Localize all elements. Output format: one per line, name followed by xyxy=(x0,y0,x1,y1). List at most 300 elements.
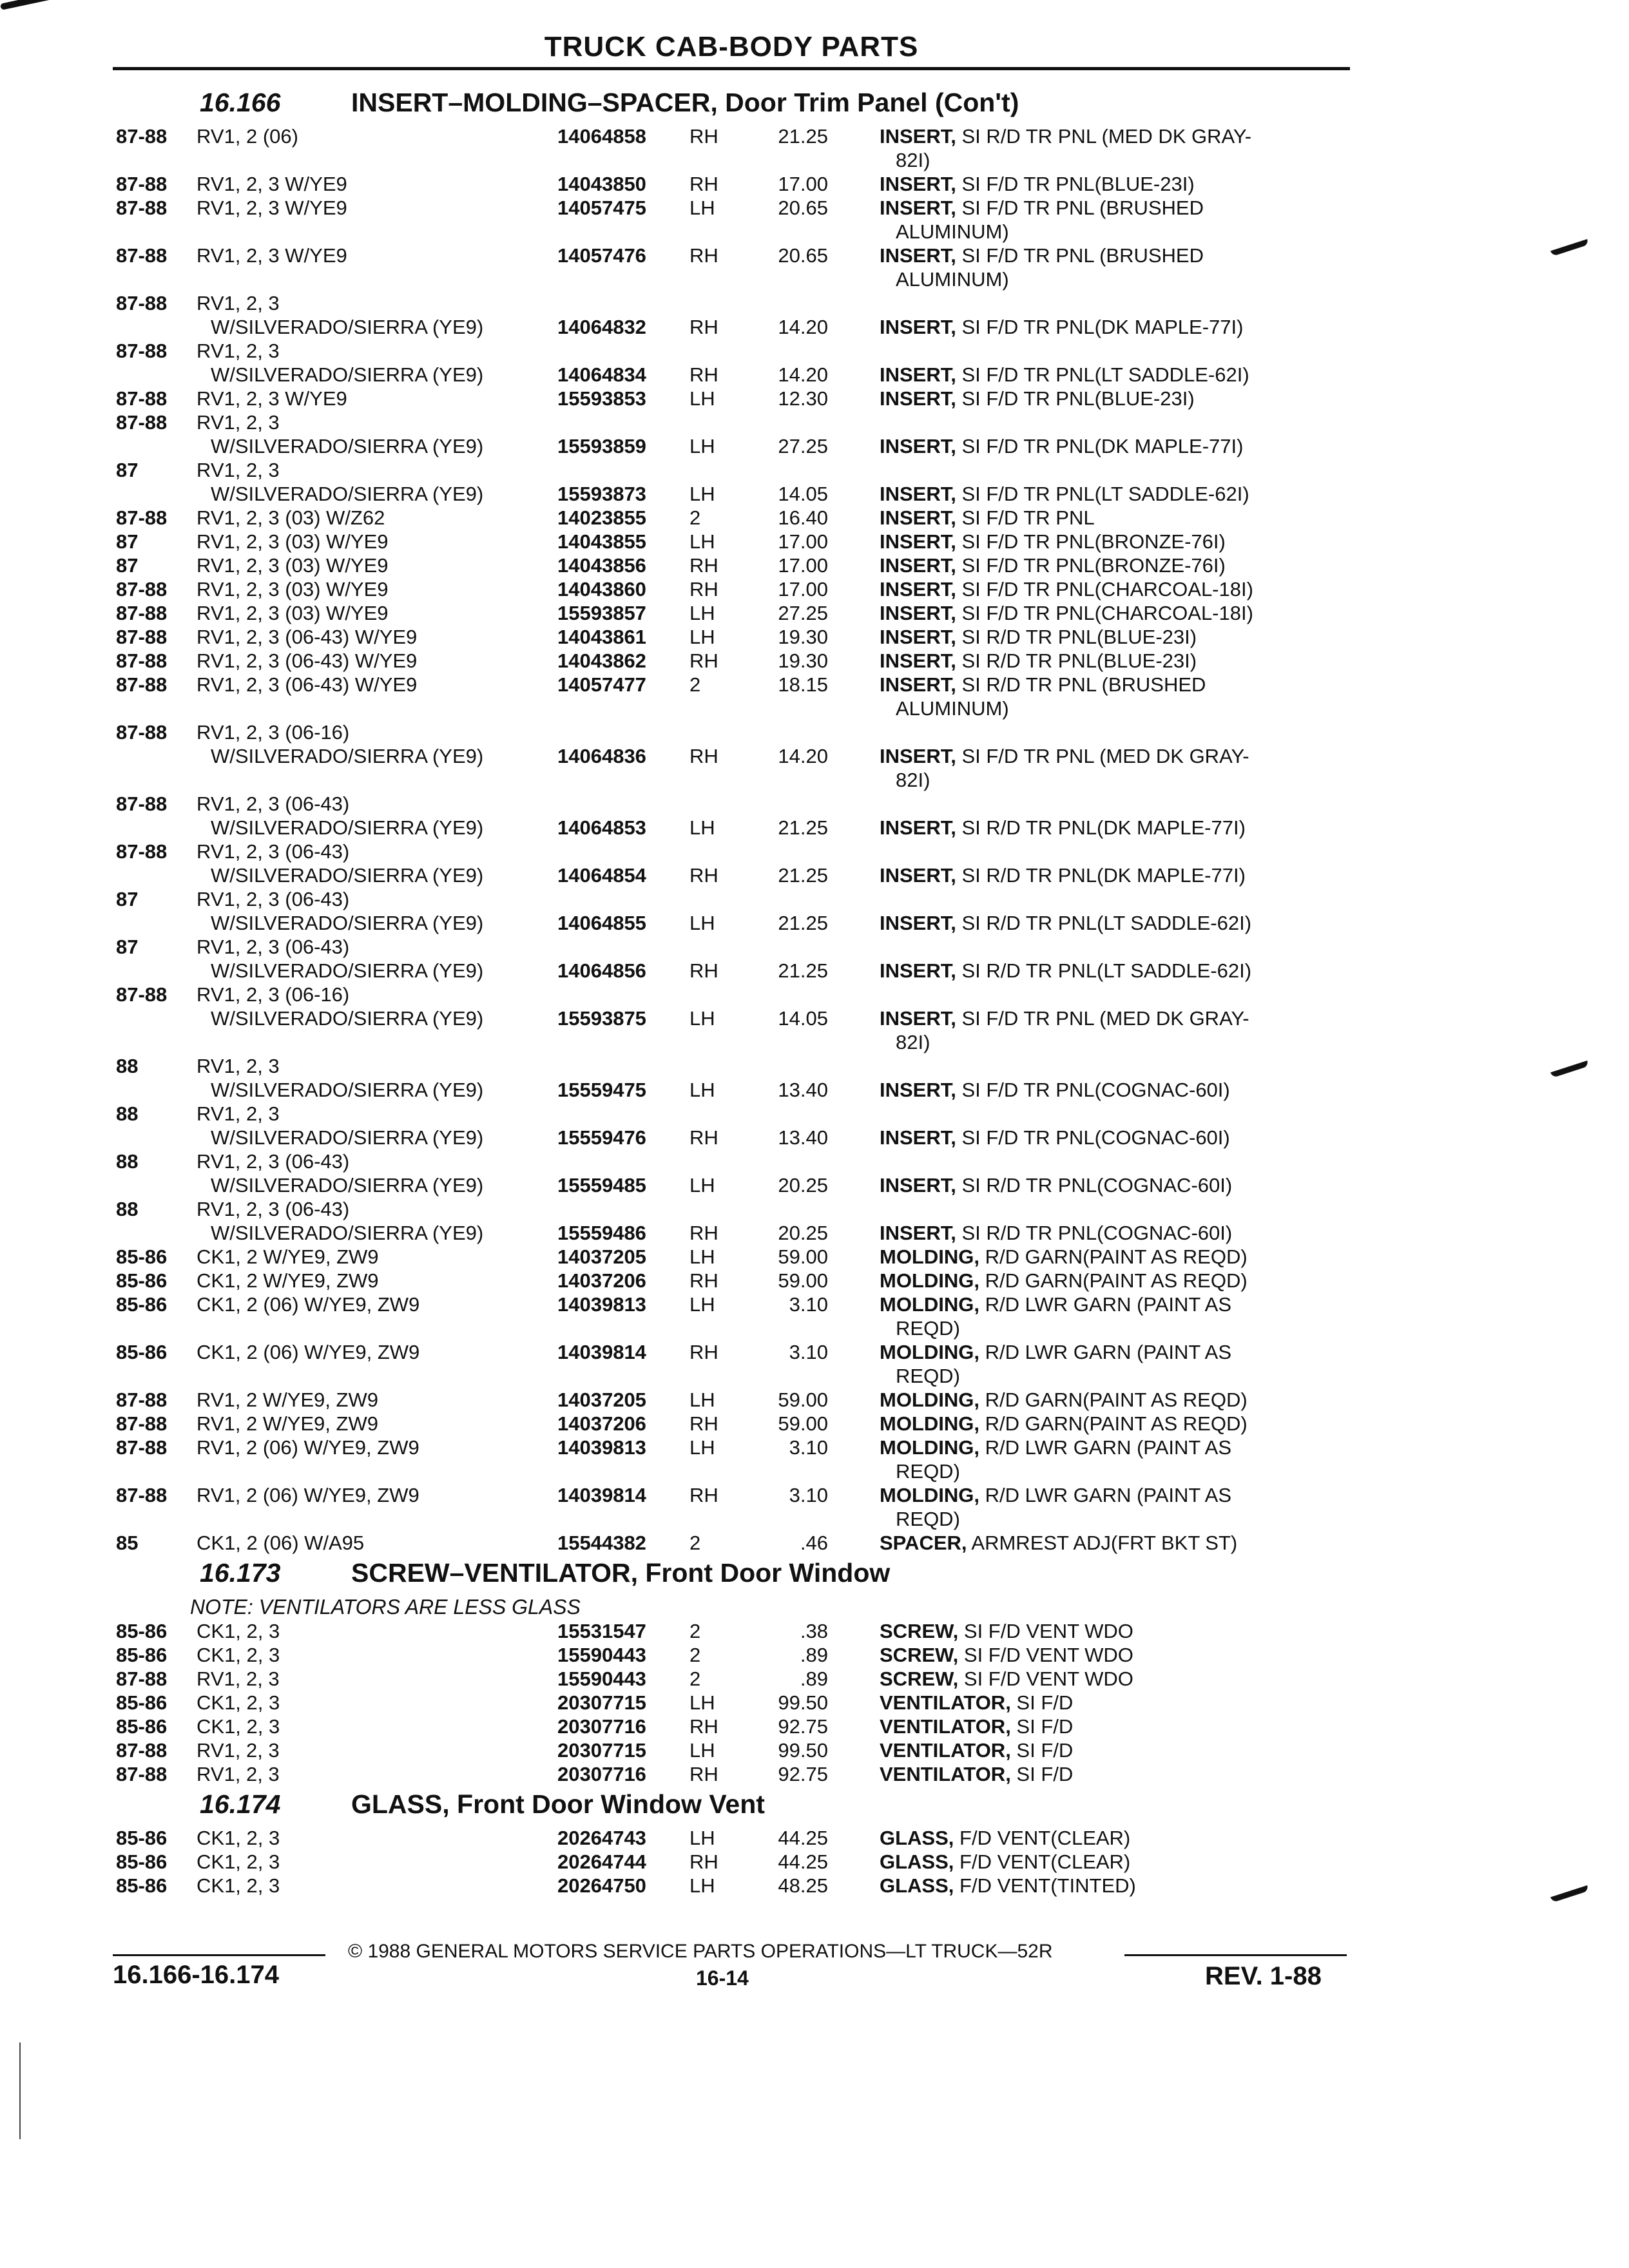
price: 21.25 xyxy=(778,816,828,839)
price: .46 xyxy=(800,1532,828,1554)
quantity: RH xyxy=(689,745,718,767)
model-year: 85 xyxy=(116,1532,139,1554)
price: 21.25 xyxy=(778,959,828,982)
description-text: SI F/D TR PNL xyxy=(956,506,1095,529)
copyright-notice: © 1988 GENERAL MOTORS SERVICE PARTS OPERATIONS—LT TRUCK—52R xyxy=(348,1941,1053,1962)
description xyxy=(880,816,1246,840)
price: 21.25 xyxy=(778,125,828,148)
description-keyword: INSERT, xyxy=(880,912,956,934)
price: 59.00 xyxy=(778,1412,828,1435)
description-text-2: ALUMINUM) xyxy=(896,220,1009,243)
description-keyword: INSERT, xyxy=(880,1007,956,1030)
part-row-line xyxy=(113,124,1350,148)
section-title: INSERT–MOLDING–SPACER, Door Trim Panel (Con't) xyxy=(351,88,1019,117)
description-keyword: MOLDING, xyxy=(880,1293,979,1316)
price: 3.10 xyxy=(789,1341,828,1363)
part-number: 14039813 xyxy=(557,1293,646,1316)
model-code: RV1, 2, 3 xyxy=(197,1667,280,1690)
quantity: RH xyxy=(689,649,718,672)
price: 14.05 xyxy=(778,1007,828,1030)
model-code: RV1, 2, 3 (06-43) xyxy=(197,793,350,815)
footer-rule xyxy=(113,1954,325,1956)
description-keyword: INSERT, xyxy=(880,363,956,386)
part-row xyxy=(113,1690,1350,1714)
model-code: RV1, 2, 3 (06-16) xyxy=(197,983,350,1006)
description-text: SI F/D TR PNL(CHARCOAL-18I) xyxy=(956,578,1253,601)
part-row xyxy=(113,291,1350,338)
part-number: 15544382 xyxy=(557,1532,646,1554)
part-row xyxy=(113,410,1350,457)
description-text: SI F/D TR PNL(COGNAC-60I) xyxy=(956,1079,1230,1101)
model-code: CK1, 2 W/YE9, ZW9 xyxy=(197,1245,379,1268)
model-code: CK1, 2, 3 xyxy=(197,1620,280,1642)
part-row-line xyxy=(113,696,1350,720)
part-row-line xyxy=(113,1387,1350,1411)
model-code: CK1, 2 W/YE9, ZW9 xyxy=(197,1269,379,1292)
description xyxy=(880,173,1195,196)
description-text: SI R/D TR PNL (BRUSHED xyxy=(956,673,1206,696)
description-continued xyxy=(896,1460,960,1483)
part-row-line xyxy=(113,338,1350,362)
description-text-2: ALUMINUM) xyxy=(896,268,1009,291)
description xyxy=(880,1222,1232,1245)
model-year: 88 xyxy=(116,1198,139,1220)
part-row-line xyxy=(113,1666,1350,1690)
description-text: SI F/D TR PNL (BRUSHED xyxy=(956,244,1204,267)
description xyxy=(880,626,1197,649)
model-code: RV1, 2, 3 xyxy=(197,1102,280,1125)
model-option: W/SILVERADO/SIERRA (YE9) xyxy=(211,959,484,982)
quantity: LH xyxy=(689,387,715,410)
description-continued xyxy=(896,268,1009,291)
part-row xyxy=(113,1435,1350,1483)
description-text: R/D LWR GARN (PAINT AS xyxy=(979,1293,1231,1316)
description-continued xyxy=(896,769,930,792)
quantity: RH xyxy=(689,363,718,386)
quantity: RH xyxy=(689,1484,718,1506)
part-row xyxy=(113,1387,1350,1411)
description xyxy=(880,1827,1130,1850)
description-text: F/D VENT(CLEAR) xyxy=(954,1827,1131,1849)
part-row-line xyxy=(113,720,1350,744)
description-keyword: GLASS, xyxy=(880,1827,954,1849)
model-year: 87 xyxy=(116,936,139,958)
section-note xyxy=(113,1594,1350,1619)
description-text: SI F/D TR PNL(BLUE-23I) xyxy=(956,173,1195,195)
description-text: R/D GARN(PAINT AS REQD) xyxy=(979,1412,1248,1435)
part-number: 15559486 xyxy=(557,1222,646,1244)
price: 59.00 xyxy=(778,1245,828,1268)
model-code: RV1, 2, 3 (03) W/YE9 xyxy=(197,602,389,624)
revision-label: REV. 1-88 xyxy=(1205,1962,1322,1990)
price: 17.00 xyxy=(778,578,828,601)
quantity: RH xyxy=(689,864,718,887)
price: 19.30 xyxy=(778,626,828,648)
model-year: 87-88 xyxy=(116,125,168,148)
description-text: SI R/D TR PNL (MED DK GRAY- xyxy=(956,125,1252,148)
part-row-line xyxy=(113,410,1350,434)
part-number: 15590443 xyxy=(557,1644,646,1666)
part-row xyxy=(113,839,1350,887)
part-row xyxy=(113,1483,1350,1530)
description-keyword: INSERT, xyxy=(880,673,956,696)
part-row xyxy=(113,1053,1350,1101)
part-row-line xyxy=(113,434,1350,457)
quantity: LH xyxy=(689,626,715,648)
model-option: W/SILVERADO/SIERRA (YE9) xyxy=(211,316,484,338)
price: 21.25 xyxy=(778,864,828,887)
quantity: RH xyxy=(689,1763,718,1785)
description xyxy=(880,673,1206,697)
part-row-line xyxy=(113,982,1350,1006)
description-text: SI F/D TR PNL (MED DK GRAY- xyxy=(956,1007,1249,1030)
description xyxy=(880,912,1251,935)
page-number: 16-14 xyxy=(696,1966,749,1990)
part-row-line xyxy=(113,1149,1350,1173)
model-year: 87-88 xyxy=(116,387,168,410)
part-row-line xyxy=(113,267,1350,291)
quantity: LH xyxy=(689,816,715,839)
model-code: RV1, 2, 3 W/YE9 xyxy=(197,244,347,267)
part-number: 20307715 xyxy=(557,1739,646,1762)
model-code: RV1, 2, 3 xyxy=(197,411,280,434)
description xyxy=(880,864,1246,887)
model-code: CK1, 2 (06) W/YE9, ZW9 xyxy=(197,1341,420,1363)
part-row-line xyxy=(113,958,1350,982)
part-number: 14043862 xyxy=(557,649,646,672)
part-number: 20264750 xyxy=(557,1874,646,1897)
part-row xyxy=(113,1619,1350,1642)
part-row-line xyxy=(113,529,1350,553)
part-number: 20307716 xyxy=(557,1715,646,1738)
description-text: SI F/D TR PNL(LT SADDLE-62I) xyxy=(956,483,1249,505)
part-row xyxy=(113,1762,1350,1785)
description xyxy=(880,1691,1073,1715)
part-row xyxy=(113,124,1350,171)
part-number: 14064836 xyxy=(557,745,646,767)
model-code: RV1, 2, 3 W/YE9 xyxy=(197,173,347,195)
part-row-line xyxy=(113,624,1350,648)
model-code: RV1, 2, 3 (06-43) xyxy=(197,936,350,958)
part-row-line xyxy=(113,1435,1350,1459)
description-continued xyxy=(896,697,1009,720)
model-code: RV1, 2 (06) xyxy=(197,125,298,148)
part-number: 15559476 xyxy=(557,1126,646,1149)
part-row xyxy=(113,1268,1350,1292)
part-row-line xyxy=(113,553,1350,577)
price: 44.25 xyxy=(778,1850,828,1873)
part-number: 15559485 xyxy=(557,1174,646,1196)
quantity: LH xyxy=(689,1389,715,1411)
description-text: F/D VENT(CLEAR) xyxy=(954,1850,1131,1873)
description-keyword: MOLDING, xyxy=(880,1484,979,1506)
model-year: 85-86 xyxy=(116,1691,168,1714)
part-row-line xyxy=(113,672,1350,696)
model-year: 87 xyxy=(116,888,139,910)
model-code: RV1, 2 (06) W/YE9, ZW9 xyxy=(197,1484,419,1506)
model-year: 87-88 xyxy=(116,602,168,624)
description-keyword: INSERT, xyxy=(880,125,956,148)
description-text: SI R/D TR PNL(DK MAPLE-77I) xyxy=(956,816,1246,839)
price: 17.00 xyxy=(778,173,828,195)
price: 13.40 xyxy=(778,1126,828,1149)
part-row-line xyxy=(113,1714,1350,1738)
model-year: 85-86 xyxy=(116,1293,168,1316)
model-option: W/SILVERADO/SIERRA (YE9) xyxy=(211,435,484,457)
description xyxy=(880,1269,1248,1293)
description-keyword: MOLDING, xyxy=(880,1436,979,1459)
description-text: R/D GARN(PAINT AS REQD) xyxy=(979,1245,1248,1268)
model-year: 87-88 xyxy=(116,1436,168,1459)
quantity: RH xyxy=(689,125,718,148)
model-code: RV1, 2, 3 (06-16) xyxy=(197,721,350,744)
description-text: F/D VENT(TINTED) xyxy=(954,1874,1136,1897)
description-keyword: INSERT, xyxy=(880,387,956,410)
quantity: 2 xyxy=(689,1644,701,1666)
part-number: 15593853 xyxy=(557,387,646,410)
model-code: RV1, 2, 3 (03) W/YE9 xyxy=(197,530,389,553)
part-row-line xyxy=(113,171,1350,195)
model-option: W/SILVERADO/SIERRA (YE9) xyxy=(211,1007,484,1030)
model-code: RV1, 2, 3 W/YE9 xyxy=(197,387,347,410)
part-row xyxy=(113,982,1350,1053)
section-title: SCREW–VENTILATOR, Front Door Window xyxy=(351,1558,891,1588)
description-text: SI F/D TR PNL(LT SADDLE-62I) xyxy=(956,363,1249,386)
description xyxy=(880,1667,1133,1691)
part-row-line xyxy=(113,1825,1350,1849)
description xyxy=(880,1850,1130,1874)
model-code: CK1, 2, 3 xyxy=(197,1715,280,1738)
model-option: W/SILVERADO/SIERRA (YE9) xyxy=(211,1079,484,1101)
description xyxy=(880,1739,1073,1762)
model-code: RV1, 2, 3 (06-43) W/YE9 xyxy=(197,626,418,648)
model-code: RV1, 2, 3 (06-43) xyxy=(197,1198,350,1220)
price: 20.65 xyxy=(778,244,828,267)
part-row xyxy=(113,1101,1350,1149)
model-year: 87-88 xyxy=(116,721,168,744)
part-row xyxy=(113,791,1350,839)
part-row-line xyxy=(113,1101,1350,1125)
description-keyword: SPACER, xyxy=(880,1532,967,1554)
part-row-line xyxy=(113,1220,1350,1244)
quantity: LH xyxy=(689,1691,715,1714)
price: 20.25 xyxy=(778,1174,828,1196)
part-row xyxy=(113,195,1350,243)
part-number: 15531547 xyxy=(557,1620,646,1642)
part-row-line xyxy=(113,1873,1350,1897)
quantity: 2 xyxy=(689,1532,701,1554)
part-row xyxy=(113,1849,1350,1873)
description-text: SI F/D TR PNL (BRUSHED xyxy=(956,197,1204,219)
price: 59.00 xyxy=(778,1389,828,1411)
description-keyword: INSERT, xyxy=(880,959,956,982)
quantity: RH xyxy=(689,316,718,338)
scan-mark xyxy=(0,0,71,10)
quantity: RH xyxy=(689,1412,718,1435)
section-title: GLASS, Front Door Window Vent xyxy=(351,1789,765,1819)
part-row xyxy=(113,1292,1350,1340)
model-year: 87-88 xyxy=(116,840,168,863)
part-row-line xyxy=(113,195,1350,219)
description-keyword: MOLDING, xyxy=(880,1245,979,1268)
description xyxy=(880,1436,1231,1459)
description xyxy=(880,1126,1230,1149)
model-year: 87-88 xyxy=(116,411,168,434)
part-row-line xyxy=(113,577,1350,601)
description-text: SI F/D TR PNL(DK MAPLE-77I) xyxy=(956,316,1244,338)
price: 59.00 xyxy=(778,1269,828,1292)
description-keyword: INSERT, xyxy=(880,864,956,887)
part-number: 15590443 xyxy=(557,1667,646,1690)
model-year: 87-88 xyxy=(116,1763,168,1785)
part-row xyxy=(113,1738,1350,1762)
model-option: W/SILVERADO/SIERRA (YE9) xyxy=(211,912,484,934)
description-keyword: INSERT, xyxy=(880,506,956,529)
model-code: RV1, 2 W/YE9, ZW9 xyxy=(197,1389,378,1411)
model-code: CK1, 2, 3 xyxy=(197,1850,280,1873)
title-rule xyxy=(113,67,1350,70)
part-row-line xyxy=(113,887,1350,910)
part-number: 15593857 xyxy=(557,602,646,624)
model-option: W/SILVERADO/SIERRA (YE9) xyxy=(211,363,484,386)
description-keyword: INSERT, xyxy=(880,602,956,624)
model-code: RV1, 2, 3 (06-43) xyxy=(197,840,350,863)
quantity: LH xyxy=(689,1174,715,1196)
part-row xyxy=(113,1196,1350,1244)
description-keyword: INSERT, xyxy=(880,649,956,672)
description-text: SI R/D TR PNL(COGNAC-60I) xyxy=(956,1222,1233,1244)
price: 27.25 xyxy=(778,435,828,457)
part-number: 14043855 xyxy=(557,530,646,553)
part-number: 20307715 xyxy=(557,1691,646,1714)
description-text: SI F/D TR PNL(CHARCOAL-18I) xyxy=(956,602,1253,624)
model-code: RV1, 2, 3 xyxy=(197,292,280,314)
model-option: W/SILVERADO/SIERRA (YE9) xyxy=(211,864,484,887)
part-number: 14043856 xyxy=(557,554,646,577)
part-row-line xyxy=(113,1459,1350,1483)
description xyxy=(880,1079,1230,1102)
description xyxy=(880,1874,1136,1898)
price: 17.00 xyxy=(778,554,828,577)
part-number: 14037206 xyxy=(557,1269,646,1292)
part-row-line xyxy=(113,1642,1350,1666)
section-number: 16.174 xyxy=(200,1789,281,1819)
part-row-line xyxy=(113,1506,1350,1530)
price: 14.20 xyxy=(778,363,828,386)
description-keyword: VENTILATOR, xyxy=(880,1691,1011,1714)
part-row-line xyxy=(113,219,1350,243)
model-year: 87-88 xyxy=(116,578,168,601)
description-text: SI F/D TR PNL (MED DK GRAY- xyxy=(956,745,1249,767)
part-number: 14064853 xyxy=(557,816,646,839)
model-year: 85-86 xyxy=(116,1341,168,1363)
quantity: LH xyxy=(689,435,715,457)
quantity: LH xyxy=(689,1874,715,1897)
model-year: 87 xyxy=(116,459,139,481)
description xyxy=(880,745,1249,768)
price: 14.20 xyxy=(778,316,828,338)
quantity: RH xyxy=(689,1715,718,1738)
scan-mark xyxy=(19,2042,21,2139)
part-row-line xyxy=(113,1363,1350,1387)
price: 12.30 xyxy=(778,387,828,410)
part-row xyxy=(113,577,1350,601)
description-continued xyxy=(896,1317,960,1340)
price: 92.75 xyxy=(778,1763,828,1785)
description-keyword: INSERT, xyxy=(880,173,956,195)
description xyxy=(880,197,1204,220)
model-year: 87-88 xyxy=(116,1412,168,1435)
description-continued xyxy=(896,149,930,172)
description xyxy=(880,363,1249,387)
description-keyword: INSERT, xyxy=(880,530,956,553)
part-number: 15593875 xyxy=(557,1007,646,1030)
part-number: 14057477 xyxy=(557,673,646,696)
description-text-2: REQD) xyxy=(896,1508,960,1530)
part-row-line xyxy=(113,863,1350,887)
part-row-line xyxy=(113,481,1350,505)
model-option: W/SILVERADO/SIERRA (YE9) xyxy=(211,1174,484,1196)
description-continued xyxy=(896,1031,930,1054)
description xyxy=(880,1341,1231,1364)
part-row xyxy=(113,672,1350,720)
description-text: R/D GARN(PAINT AS REQD) xyxy=(979,1269,1248,1292)
model-code: RV1, 2 W/YE9, ZW9 xyxy=(197,1412,378,1435)
quantity: LH xyxy=(689,1245,715,1268)
description-continued xyxy=(896,220,1009,244)
section-heading xyxy=(113,84,1350,124)
scan-mark xyxy=(1550,239,1589,256)
price: .38 xyxy=(800,1620,828,1642)
part-number: 14064858 xyxy=(557,125,646,148)
description-keyword: INSERT, xyxy=(880,1079,956,1101)
quantity: LH xyxy=(689,530,715,553)
model-year: 87-88 xyxy=(116,983,168,1006)
description-keyword: SCREW, xyxy=(880,1620,959,1642)
model-code: RV1, 2, 3 xyxy=(197,1739,280,1762)
quantity: RH xyxy=(689,1126,718,1149)
part-row xyxy=(113,934,1350,982)
description xyxy=(880,316,1243,339)
price: 48.25 xyxy=(778,1874,828,1897)
model-code: RV1, 2, 3 xyxy=(197,459,280,481)
quantity: RH xyxy=(689,578,718,601)
price: 3.10 xyxy=(789,1484,828,1506)
model-code: RV1, 2, 3 xyxy=(197,1055,280,1077)
model-code: CK1, 2, 3 xyxy=(197,1644,280,1666)
quantity: LH xyxy=(689,1079,715,1101)
description-text-2: 82I) xyxy=(896,769,930,791)
description xyxy=(880,244,1204,267)
description-text: R/D LWR GARN (PAINT AS xyxy=(979,1341,1231,1363)
scan-mark xyxy=(1550,1885,1589,1903)
model-code: CK1, 2, 3 xyxy=(197,1874,280,1897)
price: 14.20 xyxy=(778,745,828,767)
part-number: 14037205 xyxy=(557,1245,646,1268)
quantity: RH xyxy=(689,244,718,267)
model-year: 87-88 xyxy=(116,1389,168,1411)
part-row xyxy=(113,1149,1350,1196)
part-row xyxy=(113,648,1350,672)
part-row-line xyxy=(113,1530,1350,1554)
part-row-line xyxy=(113,744,1350,767)
model-code: RV1, 2, 3 (03) W/Z62 xyxy=(197,506,385,529)
part-number: 14064855 xyxy=(557,912,646,934)
part-row-line xyxy=(113,910,1350,934)
model-code: CK1, 2 (06) W/YE9, ZW9 xyxy=(197,1293,420,1316)
model-year: 87-88 xyxy=(116,1667,168,1690)
model-code: RV1, 2, 3 (06-43) W/YE9 xyxy=(197,649,418,672)
